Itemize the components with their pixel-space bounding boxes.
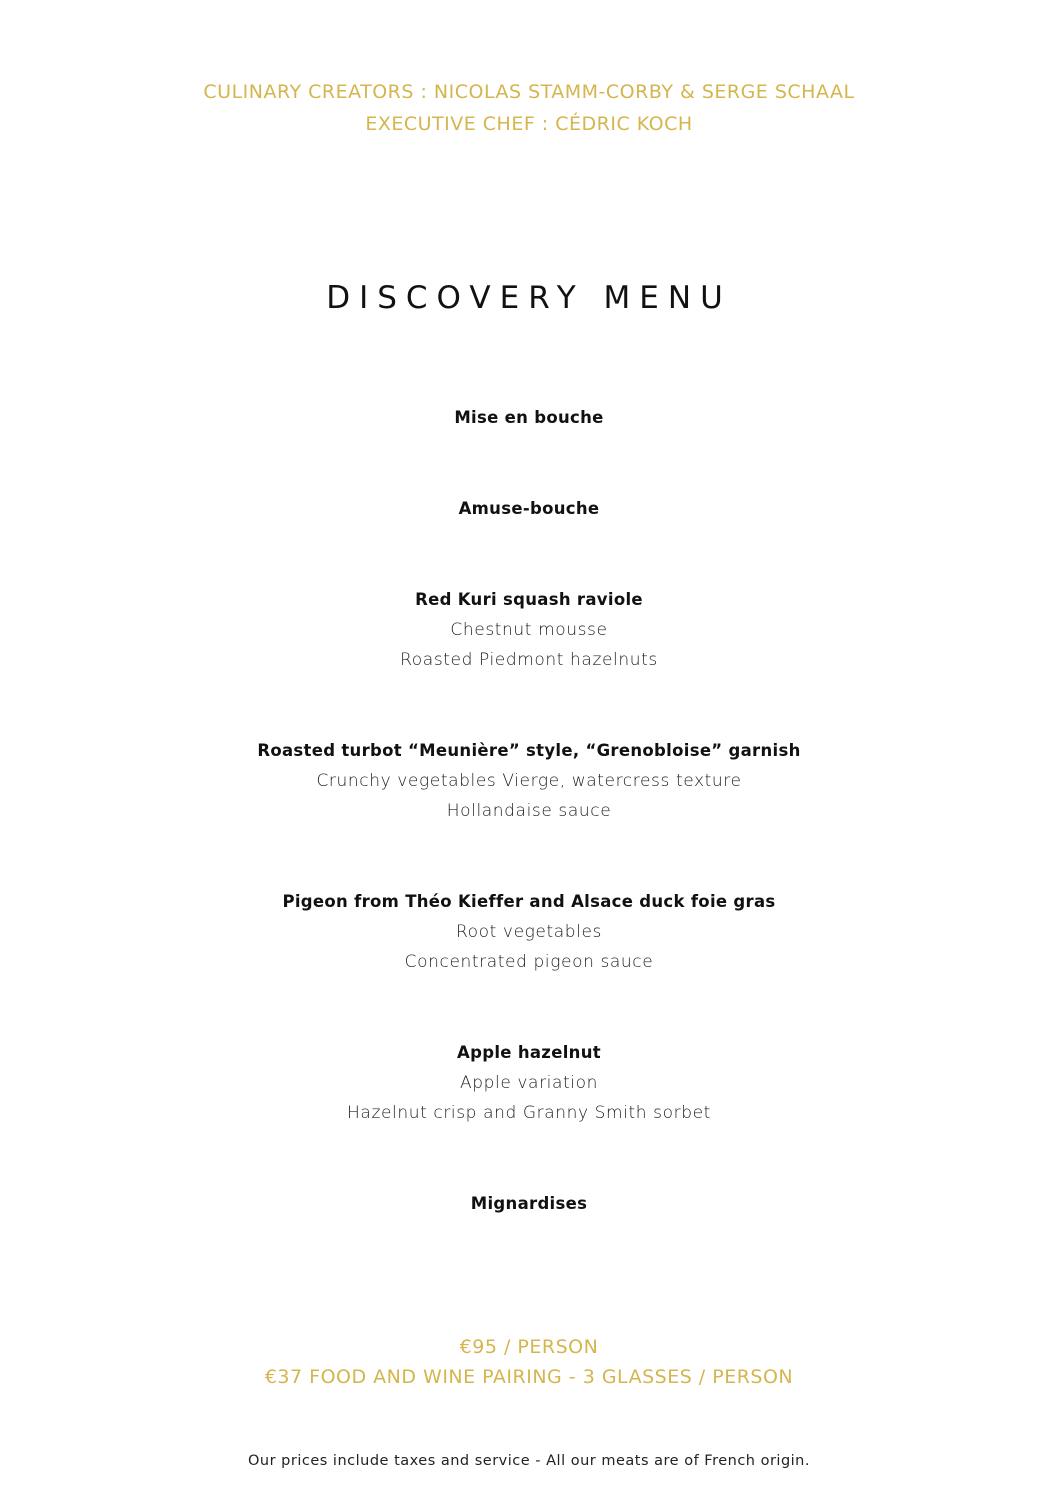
course-title-raviole: Red Kuri squash raviole: [415, 590, 643, 609]
executive-chef-line: EXECUTIVE CHEF : CÉDRIC KOCH: [365, 113, 693, 135]
course-desc-line: Hollandaise sauce: [446, 801, 612, 821]
course-title-turbot: Roasted turbot “Meunière” style, “Grenobloise” garnish: [257, 741, 801, 760]
course-desc-line: Concentrated pigeon sauce: [404, 952, 654, 972]
course-title-mignardises: Mignardises: [470, 1194, 588, 1213]
course-desc-line: Chestnut mousse: [450, 620, 608, 640]
course-title-mise-en-bouche: Mise en bouche: [454, 408, 604, 427]
course-desc-line: Crunchy vegetables Vierge, watercress texture: [316, 771, 742, 791]
price-per-person: €95 / PERSON: [459, 1336, 599, 1358]
culinary-creators-line: CULINARY CREATORS : NICOLAS STAMM-CORBY & SERGE SCHAAL: [203, 81, 855, 103]
course-title-pigeon: Pigeon from Théo Kieffer and Alsace duck foie gras: [282, 892, 776, 911]
footer-note: Our prices include taxes and service - All our meats are of French origin.: [248, 1453, 810, 1469]
wine-pairing-price: €37 FOOD AND WINE PAIRING - 3 GLASSES / PERSON: [264, 1366, 794, 1388]
course-desc-line: Hazelnut crisp and Granny Smith sorbet: [347, 1103, 711, 1123]
course-desc-line: Roasted Piedmont hazelnuts: [400, 650, 658, 670]
course-title-amuse-bouche: Amuse-bouche: [458, 499, 600, 518]
course-desc-line: Root vegetables: [455, 922, 602, 942]
course-desc-line: Apple variation: [460, 1073, 598, 1093]
menu-title: DISCOVERY MENU: [326, 280, 732, 316]
course-title-apple-hazelnut: Apple hazelnut: [457, 1043, 601, 1062]
